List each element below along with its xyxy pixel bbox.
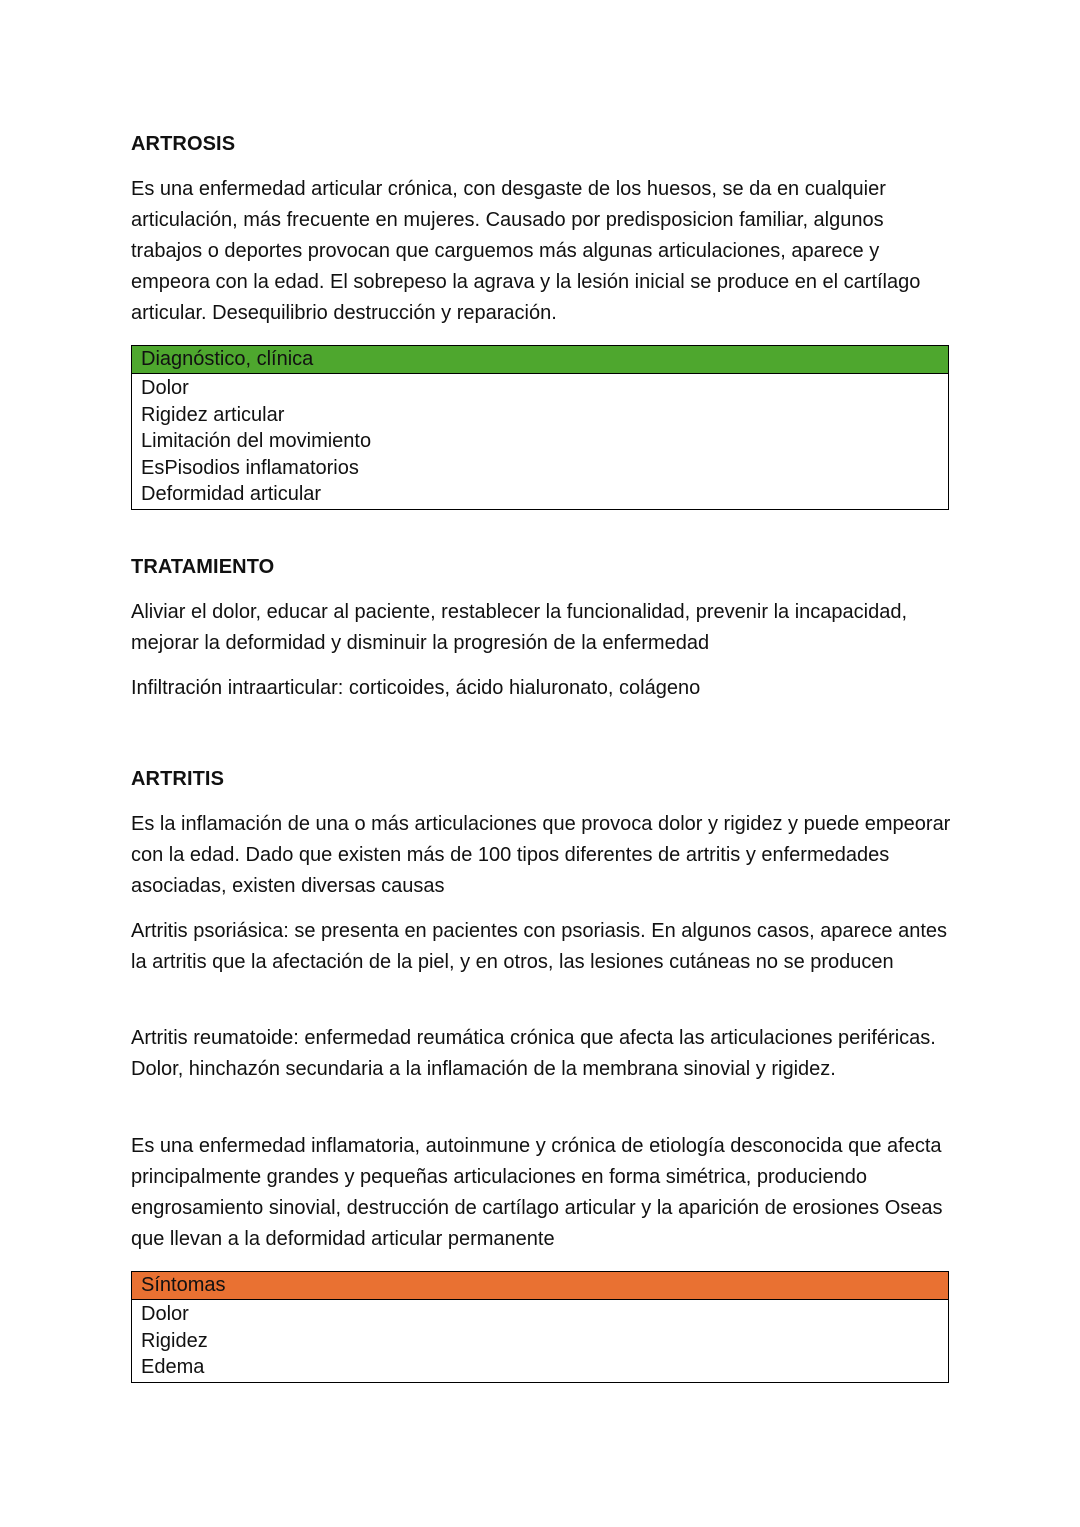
- artrosis-paragraph: Es una enfermedad articular crónica, con desgaste de los huesos, se da en cualquier articulación, más frecuente en mujeres. Causado por predisposicion familiar, algunos trabajos o deportes provocan que carguemos más algunas articulaciones, aparece y empeora con la edad. El sobrepeso la agrava y la lesión inicial se produce en el cartílago articular. Desequilibrio destrucción y reparación.: [131, 178, 921, 324]
- sintomas-table: [131, 1271, 949, 1383]
- tratamiento-infiltracion: Infiltración intraarticular: corticoides, ácido hialuronato, colágeno: [131, 677, 701, 699]
- diagnostico-item: Deformidad articular: [141, 483, 322, 505]
- diagnostico-table: [131, 345, 949, 510]
- diagnostico-table-body: [132, 374, 948, 509]
- artritis-heading: ARTRITIS: [131, 768, 225, 790]
- diagnostico-item: Dolor: [141, 377, 189, 399]
- sintomas-item: Dolor: [141, 1303, 189, 1325]
- diagnostico-item: Limitación del movimiento: [141, 430, 372, 452]
- artritis-reumatoide-paragraph: Artritis reumatoide: enfermedad reumática crónica que afecta las articulaciones periféricas. Dolor, hinchazón secundaria a la inflamación de la membrana sinovial y rigidez.: [131, 1027, 936, 1080]
- sintomas-item: Edema: [141, 1356, 205, 1378]
- artritis-paragraph: Es la inflamación de una o más articulaciones que provoca dolor y rigidez y puede empeorar con la edad. Dado que existen más de 100 tipos diferentes de artritis y enfermedades asociadas, existen diversas causas: [131, 813, 951, 897]
- sintomas-item: Rigidez: [141, 1329, 208, 1352]
- artrosis-heading: ARTROSIS: [131, 133, 236, 155]
- diagnostico-table-header: Diagnóstico, clínica: [132, 346, 948, 374]
- tratamiento-paragraph: Aliviar el dolor, educar al paciente, restablecer la funcionalidad, prevenir la incapacidad, mejorar la deformidad y disminuir la progresión de la enfermedad: [131, 601, 908, 654]
- diagnostico-item: EsPisodios inflamatorios: [141, 456, 359, 479]
- tratamiento-heading: TRATAMIENTO: [131, 556, 275, 578]
- artritis-definicion-paragraph: Es una enfermedad inflamatoria, autoinmune y crónica de etiología desconocida que afecta principalmente grandes y pequeñas articulaciones en forma simétrica, produciendo engrosamiento sinovial, destrucción de cartílago articular y la aparición de erosiones Oseas que llevan a la deformidad articular permanente: [131, 1135, 943, 1250]
- sintomas-table-header: Síntomas: [132, 1272, 948, 1300]
- sintomas-table-body: [132, 1300, 948, 1382]
- artritis-psoriasica-paragraph: Artritis psoriásica: se presenta en pacientes con psoriasis. En algunos casos, aparece antes la artritis que la afectación de la piel, y en otros, las lesiones cutáneas no se producen: [131, 920, 947, 973]
- diagnostico-item: Rigidez articular: [141, 403, 285, 426]
